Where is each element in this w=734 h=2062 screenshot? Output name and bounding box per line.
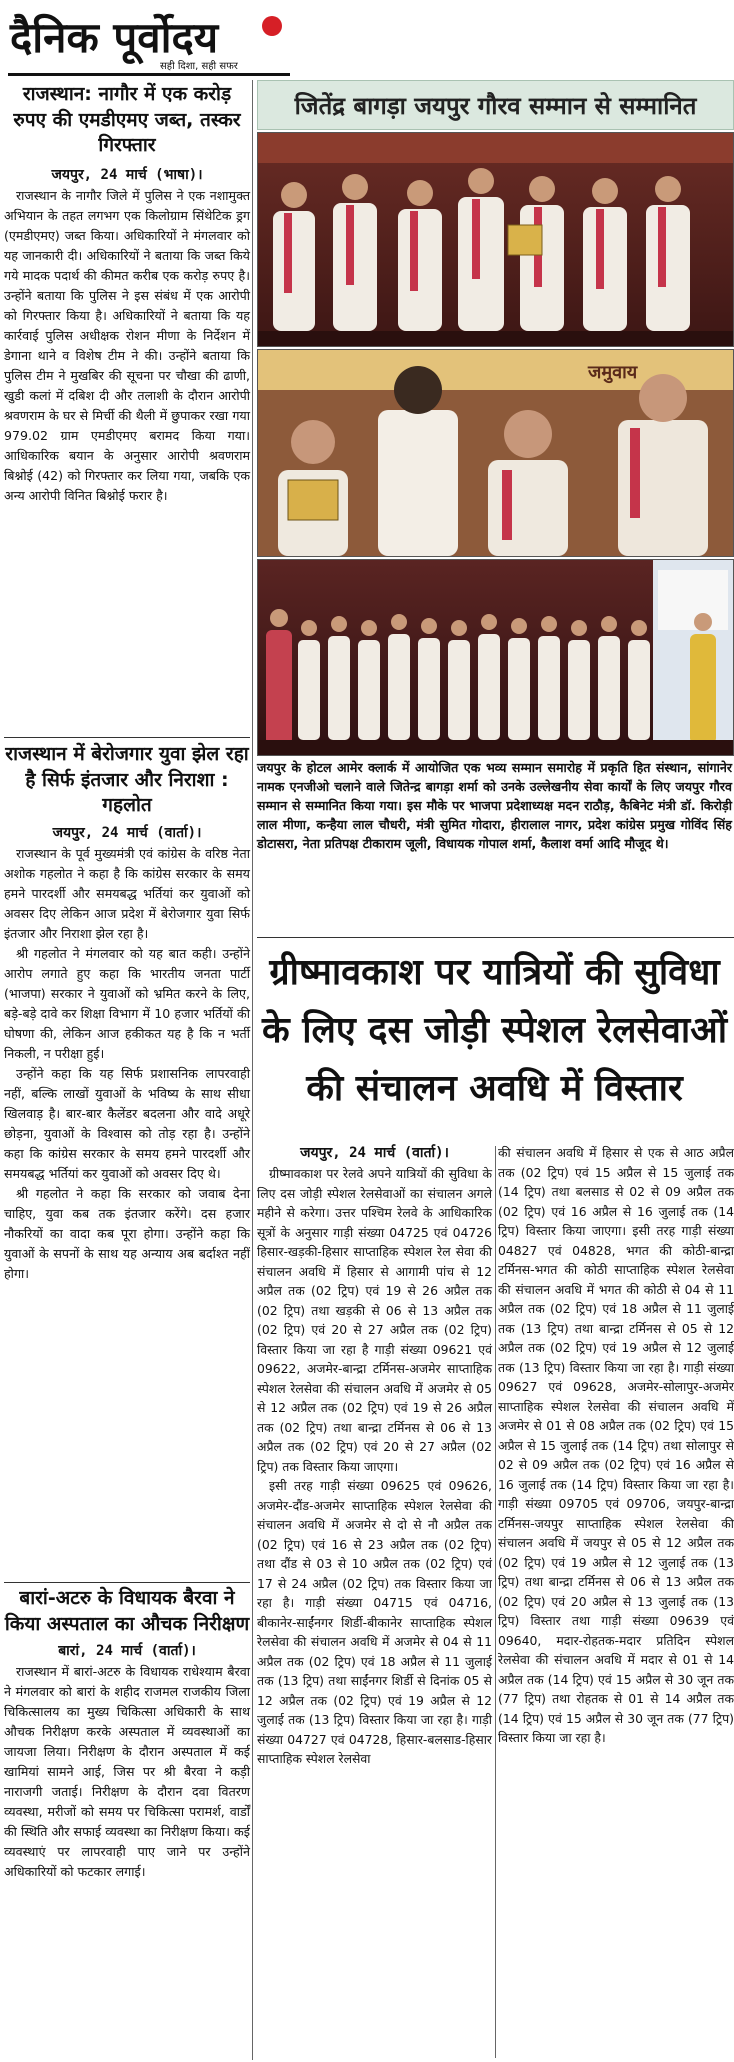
story-dateline: बारां, 24 मार्च (वार्ता)।	[58, 1643, 196, 1660]
photo-story-banner: जितेंद्र बागड़ा जयपुर गौरव सम्मान से सम्मानित	[257, 80, 734, 130]
story-paragraph: श्री गहलोत ने मंगलवार को यह बात कही। उन्होंने आरोप लगाते हुए कहा कि भारतीय जनता पार्टी (भाजपा) सरकार ने युवाओं को भ्रमित करने के लिए, बड़े-बड़े दावे कर शिक्षा विभाग में 10 हजार भर्तियों की घोषणा की, लेकिन आज हकीकत यह है कि न भर्ती निकली, न परीक्षा हुई।	[4, 945, 250, 1061]
story-paragraph: ग्रीष्मावकाश पर रेलवे अपने यात्रियों की सुविधा के लिए दस जोड़ी स्पेशल रेलसेवाओं का संचालन अगले महीने से करेगा। उत्तर पश्चिम रेलवे के आधिकारिक सूत्रों के अनुसार गाड़ी संख्या 04725 एवं 04726 हिसार-खड़की-हिसार साप्ताहिक स्पेशल रेल सेवा की संचालन अवधि में हिसार से आगामी पांच से 12 अप्रैल तक (02 ट्रिप) एवं 19 से 26 अप्रैल तक (02 ट्रिप) तथा खड़की से 06 से 13 अप्रैल तक (02 ट्रिप) एवं 20 से 27 अप्रैल तक (02 ट्रिप) विस्तार किया जा रहा है गाड़ी संख्या 09621 एवं 09622, अजमेर-बान्द्रा टर्मिनस-अजमेर साप्ताहिक स्पेशल रेलसेवा की संचालन अवधि में अजमेर से 05 से 12 अप्रैल तक (02 ट्रिप) एवं 19 से 26 अप्रैल तक (02 ट्रिप) तथा बान्द्रा टर्मिनस से 06 से 13 अप्रैल तक (02 ट्रिप) एवं 20 से 27 अप्रैल (02 ट्रिप) तक विस्तार किया जाएगा।	[257, 1166, 492, 1474]
story-paragraph: की संचालन अवधि में हिसार से एक से आठ अप्रैल तक (02 ट्रिप) एवं 15 अप्रैल से 15 जुलाई तक (14 ट्रिप) तथा बलसाड से 02 से 09 अप्रैल तक (02 ट्रिप) एवं 16 अप्रैल से 16 जुलाई तक (14 ट्रिप) विस्तार किया जाएगा। इसी तरह गाड़ी संख्या 04827 एवं 04828, भगत की कोठी-बान्द्रा टर्मिनस-भगत की कोठी साप्ताहिक स्पेशल रेलसेवा की संचालन अवधि में भगत की कोठी से 04 से 11 अप्रैल तक (02 ट्रिप) एवं 18 अप्रैल से 11 जुलाई तक (13 ट्रिप) तथा बान्द्रा टर्मिनस से 05 से 12 अप्रैल तक (02 ट्रिप) एवं 19 अप्रैल से 12 जुलाई तक (13 ट्रिप) विस्तार किया जा रहा है। गाड़ी संख्या 09627 एवं 09628, अजमेर-सोलापुर-अजमेर साप्ताहिक स्पेशल रेलसेवा की संचालन अवधि में अजमेर से 01 से 08 अप्रैल तक (02 ट्रिप) एवं 15 अप्रैल से 15 जुलाई तक (14 ट्रिप) तथा सोलापुर से 02 से 09 अप्रैल तक (02 ट्रिप) एवं 16 अप्रैल से 16 जुलाई तक (14 ट्रिप) विस्तार किया जा रहा है। गाड़ी संख्या 09705 एवं 09706, जयपुर-बान्द्रा टर्मिनस-जयपुर साप्ताहिक स्पेशल रेलसेवा की संचालन अवधि में जयपुर से 05 से 12 अप्रैल तक (02 ट्रिप) एवं 19 अप्रैल से 12 जुलाई तक (13 ट्रिप) तथा बान्द्रा टर्मिनस से 06 से 13 अप्रैल तक (02 ट्रिप) एवं 20 अप्रैल से 13 जुलाई तक (13 ट्रिप) विस्तार तथा गाड़ी संख्या 09639 एवं 09640, मदार-रोहतक-मदार प्रतिदिन स्पेशल रेलसेवा की संचालन अवधि में मदार से 01 से 14 अप्रैल तक (14 ट्रिप) एवं 15 अप्रैल से 30 जून तक (77 ट्रिप) तथा रोहतक से 01 से 14 अप्रैल तक (14 ट्रिप) एवं 15 अप्रैल से 30 जून तक (77 ट्रिप) विस्तार किया जा रहा है।	[498, 1145, 734, 1745]
story-body	[4, 844, 250, 1284]
story-dateline: जयपुर, 24 मार्च (भाषा)।	[51, 166, 203, 183]
story-gehlot	[4, 742, 250, 1284]
story-paragraph: राजस्थान के पूर्व मुख्यमंत्री एवं कांग्रेस के वरिष्ठ नेता अशोक गहलोत ने कहा है कि कांग्रेस सरकार के समय हमने पारदर्शी और समयबद्ध भर्तियां कर युवाओं को अवसर दिए लेकिन आज प्रदेश में बेरोजगार युवा सिर्फ इंतजार और निराशा झेल रहा है।	[4, 845, 250, 941]
story-body	[498, 1143, 734, 1748]
newspaper-title: दैनिक पूर्वोदय	[10, 13, 219, 62]
story-paragraph: उन्होंने कहा कि यह सिर्फ प्रशासनिक लापरवाही नहीं, बल्कि लाखों युवाओं के भविष्य के साथ सीधा खिलवाड़ है। बार-बार कैलेंडर बदलना और वादे अधूरे छोड़ना, युवाओं के विश्वास को तोड़ रहा है। उन्होंने कहा कि कांग्रेस सरकार के समय हमने पारदर्शी और समयबद्ध भर्तियां कर युवाओं को अवसर दिए थे।	[4, 1065, 250, 1181]
story-headline: राजस्थान में बेरोजगार युवा झेल रहा है सिर्फ इंतजार और निराशा : गहलोत	[5, 743, 249, 817]
story-nagaur	[4, 82, 250, 506]
story-headline: राजस्थान: नागौर में एक करोड़ रुपए की एमडीएमए जब्त, तस्कर गिरफ्तार	[13, 83, 241, 157]
event-photo-1	[257, 132, 734, 347]
column-divider	[495, 1146, 496, 2058]
story-paragraph: राजस्थान के नागौर जिले में पुलिस ने एक नशामुक्त अभियान के तहत लगभग एक किलोग्राम सिंथेटिक ड्रग (एमडीएमए) जब्त किया। अधिकारियों ने मंगलवार को यह जानकारी दी। अधिकारियों ने बताया कि जब्त किये गये मादक पदार्थ की कीमत करीब एक करोड़ रुपए है। उन्होंने बताया कि पुलिस ने इस संबंध में एक आरोपी को गिरफ्तार किया है। अधिकारियों ने बताया कि यह कार्रवाई पुलिस अधीक्षक रोशन मीणा के निर्देशन में डेगाना थाने व विशेष टीम ने की। उन्होंने बताया कि पुलिस टीम ने मुखबिर की सूचना पर चौखा की ढाणी, खुडी कलां में दबिश दी और तलाशी के दौरान आरोपी श्रवणराम के घर से मिर्ची की थैली में छुपाकर रखा गया 979.02 ग्राम एमडीएमए बरामद किया गया। आधिकारिक बयान के अनुसार आरोपी श्रवणराम बिश्नोई (42) को गिरफ्तार कर लिया गया, जबकि एक अन्य आरोपी विनित बिश्नोई फरार है।	[4, 187, 250, 503]
story-paragraph: राजस्थान में बारां-अटरु के विधायक राधेश्याम बैरवा ने मंगलवार को बारां के शहीद राजमल राजकीय जिला चिकित्सालय का मुख्य चिकित्सा अधिकारी के साथ औचक निरीक्षण करके अस्पताल में व्यवस्थाओं का जायजा लिया। निरीक्षण के दौरान अस्पताल में कई खामियां सामने आई, जिस पर श्री बैरवा ने कड़ी नाराजगी जताई। निरीक्षण के दौरान दवा वितरण व्यवस्था, मरीजों को समय पर चिकित्सा परामर्श, वार्डों की स्थिति और सफाई व्यवस्था का निरीक्षण किया। कई व्यवस्थाएं पर लापरवाही पाए जाने पर उन्होंने अधिकारियों को फटकार लगाई।	[4, 1664, 250, 1880]
story-divider	[4, 1582, 250, 1583]
masthead	[0, 0, 734, 78]
story-dateline: जयपुर, 24 मार्च (वार्ता)।	[300, 1145, 449, 1161]
story-divider	[257, 937, 734, 938]
story-body	[4, 1662, 250, 1882]
rail-story-column-2	[498, 1143, 734, 1748]
event-photo-3	[257, 559, 734, 756]
story-headline: बारां-अटरु के विधायक बैरवा ने किया अस्पताल का औचक निरीक्षण	[4, 1587, 250, 1635]
event-photo-2	[257, 349, 734, 557]
story-divider	[4, 737, 250, 738]
photo-caption: जयपुर के होटल आमेर क्लार्क में आयोजित एक भव्य सम्मान समारोह में प्रकृति हित संस्थान, सांगानेर नामक एनजीओ चलाने वाले जितेन्द्र बागड़ा शर्मा को उनके उल्लेखनीय सेवा कार्यों के लिए जयपुर गौरव सम्मान से सम्मानित किया गया। इस मौके पर भाजपा प्रदेशाध्यक्ष मदन राठौड़, कैबिनेट मंत्री डॉ. किरोड़ी लाल मीणा, कन्हैया लाल चौधरी, मंत्री सुमित गोदारा, हीरालाल नागर, प्रदेश कांग्रेस प्रमुख गोविंद सिंह डोटासरा, नेता प्रतिपक्ष टीकाराम जूली, विधायक गोपाल शर्मा, कैलाश वर्मा आदि मौजूद थे।	[257, 760, 732, 851]
story-baran	[4, 1586, 250, 1882]
story-dateline: जयपुर, 24 मार्च (वार्ता)।	[52, 824, 202, 841]
story-paragraph: इसी तरह गाड़ी संख्या 09625 एवं 09626, अजमेर-दौंड-अजमेर साप्ताहिक स्पेशल रेलसेवा की संचालन अवधि में अजमेर से दो से नौ अप्रैल तक (02 ट्रिप) एवं 16 से 23 अप्रैल तक (02 ट्रिप) तथा दौंड से 03 से 10 अप्रैल तक (02 ट्रिप) एवं 17 से 24 अप्रैल (02 ट्रिप) तक विस्तार किया जा रहा है। गाड़ी संख्या 04715 एवं 04716, बीकानेर-साईंनगर शिर्डी-बीकानेर साप्ताहिक स्पेशल रेलसेवा की संचालन अवधि में अजमेर से 04 से 11 अप्रैल तक (02 ट्रिप) एवं 18 अप्रैल से 11 जुलाई तक (13 ट्रिप) तथा साईंनगर शिर्डी से दिनांक 05 से 12 अप्रैल तक (02 ट्रिप) एवं 19 अप्रैल से 12 जुलाई तक (13 ट्रिप) विस्तार किया जा रहा है। गाड़ी संख्या 04727 एवं 04728, हिसार-बलसाड-हिसार साप्ताहिक स्पेशल रेलसेवा	[257, 1478, 492, 1766]
column-divider	[252, 80, 253, 2060]
newspaper-tagline: सही दिशा, सही सफर	[160, 61, 238, 72]
rail-story-column-1	[257, 1143, 492, 1769]
masthead-underline	[8, 73, 290, 76]
story-body	[4, 186, 250, 506]
rail-story-headline: ग्रीष्मावकाश पर यात्रियों की सुविधा के लिए दस जोड़ी स्पेशल रेलसेवाओं की संचालन अवधि में विस्तार	[262, 952, 727, 1109]
story-body	[257, 1164, 492, 1769]
logo-dot-icon	[262, 16, 282, 36]
backdrop-text: जमुवाय	[588, 362, 638, 383]
story-paragraph: श्री गहलोत ने कहा कि सरकार को जवाब देना चाहिए, युवा कब तक इंतजार करेंगे। दस हजार नौकरियों का वादा कब पूरा होगा। उन्होंने कहा कि युवाओं के सपनों के साथ यह अन्याय अब बर्दाश्त नहीं होगा।	[4, 1185, 250, 1281]
